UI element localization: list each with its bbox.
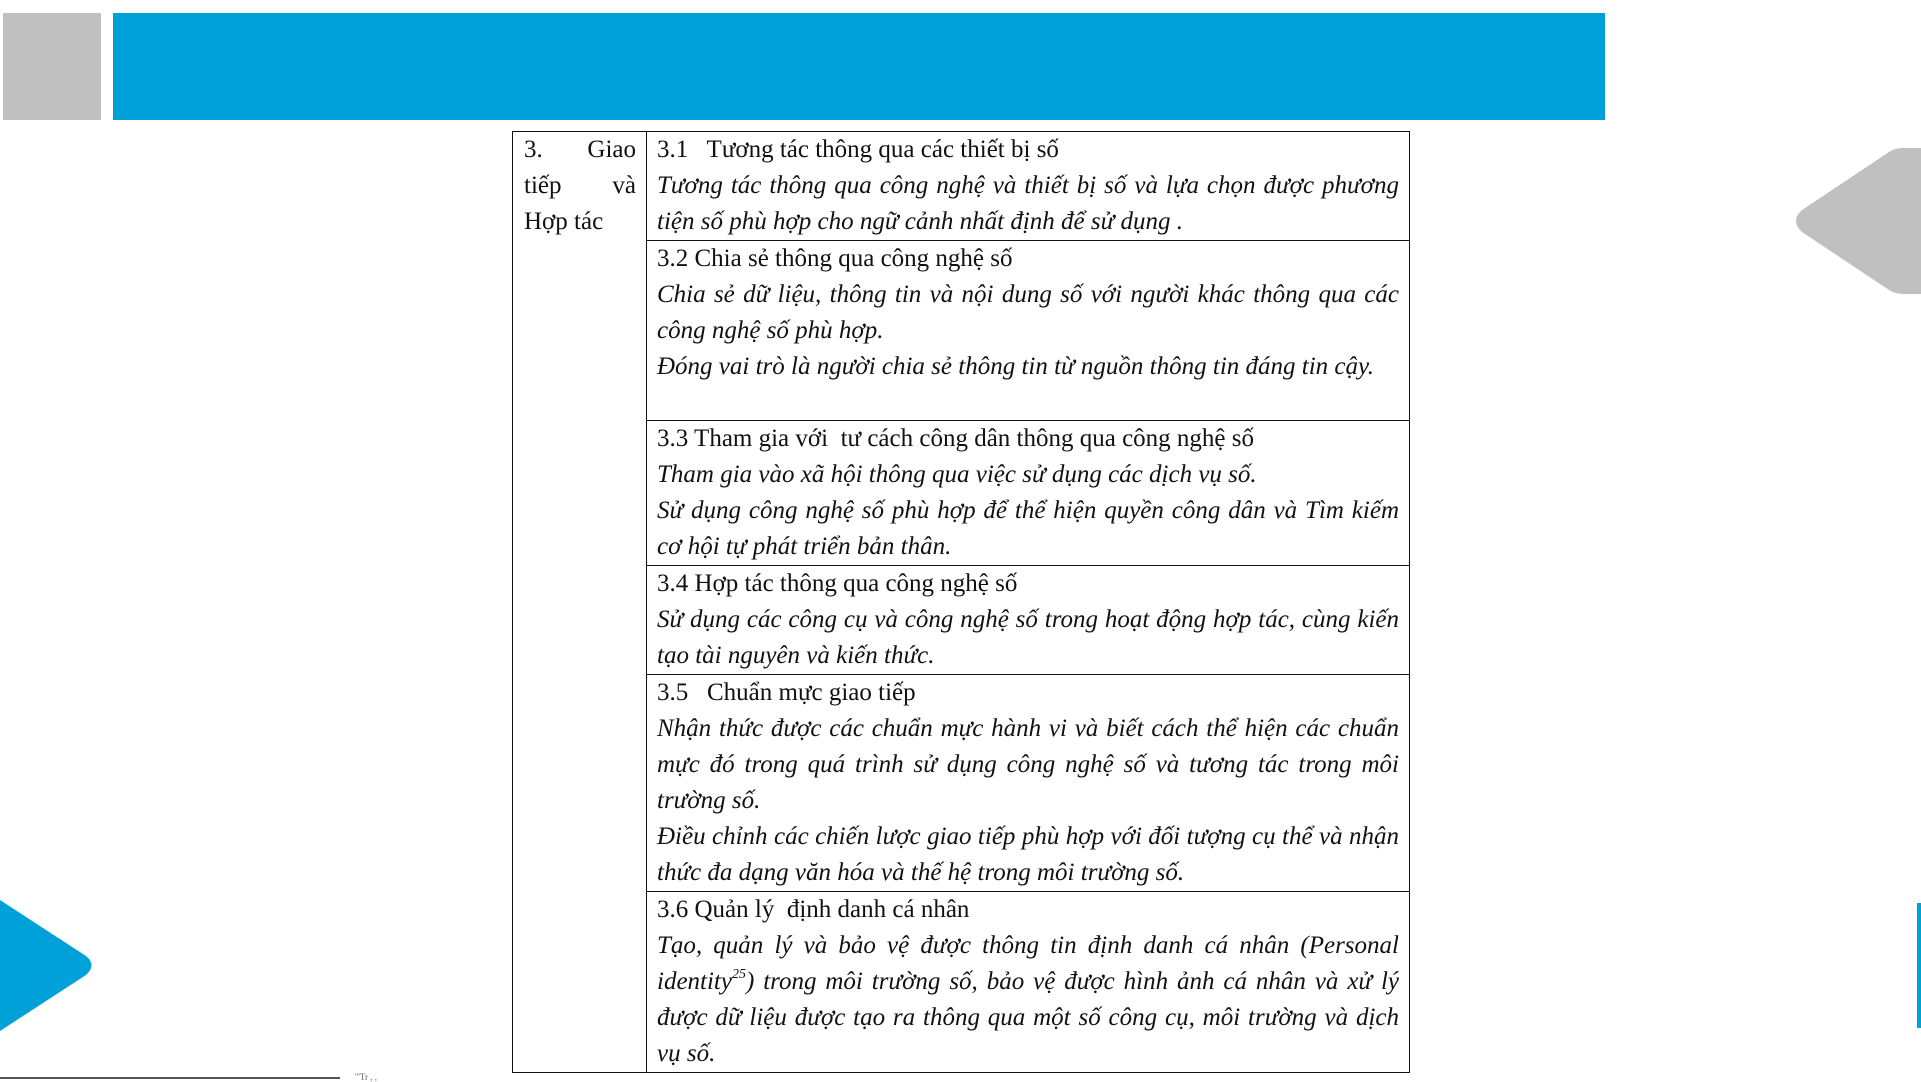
competency-title: 3.4 Hợp tác thông qua công nghệ số [657, 570, 1018, 597]
competency-cell [647, 241, 1410, 421]
paragraph-text: ) trong môi trường số, bảo vệ được hình ảnh cá nhân và xử lý được dữ liệu được tạo ra thông qua một số công cụ, môi trường và dịch vụ số. [657, 968, 1399, 1067]
category-line [524, 132, 636, 168]
category-label [513, 132, 646, 240]
competency-body [657, 277, 1399, 385]
footnote-reference[interactable]: 25 [731, 966, 746, 982]
right-edge-accent [1917, 903, 1921, 1028]
footnote-marks: '''Tr , , [355, 1072, 378, 1082]
competency-cell [647, 566, 1410, 675]
competency-title: 3.1 Tương tác thông qua các thiết bị số [657, 136, 1059, 163]
category-word: 3. [524, 136, 543, 163]
competency-cell [647, 675, 1410, 892]
table-row [513, 675, 1410, 892]
decorative-gray-block [3, 13, 101, 120]
competency-body [657, 602, 1399, 674]
competency-paragraph: Sử dụng công nghệ số phù hợp để thể hiện quyền công dân và Tìm kiếm cơ hội tự phát triển bản thân. [657, 497, 1399, 560]
category-line [524, 168, 636, 204]
next-slide-arrow-shape [0, 900, 92, 1031]
table-row [513, 892, 1410, 1073]
competency-cell [647, 892, 1410, 1073]
competency-paragraph [657, 928, 1399, 1072]
competency-body [657, 928, 1399, 1072]
header-bar [113, 13, 1605, 120]
competency-cell [647, 132, 1410, 241]
competency-title: 3.2 Chia sẻ thông qua công nghệ số [657, 245, 1013, 272]
previous-slide-arrow-icon[interactable] [1790, 148, 1921, 294]
competency-body [657, 711, 1399, 891]
competency-paragraph: Chia sẻ dữ liệu, thông tin và nội dung số với người khác thông qua các công nghệ số phù hợp. [657, 281, 1399, 344]
competency-paragraph: Nhận thức được các chuẩn mực hành vi và biết cách thể hiện các chuẩn mực đó trong quá trình sử dụng công nghệ số và tương tác trong môi trường số. [657, 715, 1399, 814]
table-row [513, 566, 1410, 675]
competency-paragraph: Tương tác thông qua công nghệ và thiết bị số và lựa chọn được phương tiện số phù hợp cho ngữ cảnh nhất định để sử dụng . [657, 172, 1399, 235]
competency-body [657, 168, 1399, 240]
paragraph-text: Tạo, quản lý và bảo vệ được thông tin định danh cá nhân (Personal identity [657, 932, 1399, 995]
category-word: tiếp [524, 172, 562, 199]
category-word: Giao [587, 136, 636, 163]
category-word: Hợp tác [524, 208, 604, 235]
competency-title: 3.5 Chuẩn mực giao tiếp [657, 679, 916, 706]
competency-paragraph: Sử dụng các công cụ và công nghệ số trong hoạt động hợp tác, cùng kiến tạo tài nguyên và kiến thức. [657, 606, 1399, 669]
category-cell [513, 132, 647, 1073]
competency-cell [647, 421, 1410, 566]
table-row [513, 241, 1410, 421]
competency-paragraph: Đóng vai trò là người chia sẻ thông tin từ nguồn thông tin đáng tin cậy. [657, 353, 1374, 380]
competency-body [657, 457, 1399, 565]
category-word: và [612, 172, 636, 199]
table-row [513, 421, 1410, 566]
competency-paragraph: Tham gia vào xã hội thông qua việc sử dụng các dịch vụ số. [657, 461, 1257, 488]
next-slide-arrow-icon[interactable] [0, 900, 97, 1031]
competency-title: 3.3 Tham gia với tư cách công dân thông qua công nghệ số [657, 425, 1255, 452]
table-row [513, 132, 1410, 241]
previous-slide-arrow-shape [1796, 148, 1921, 294]
footnote-separator [0, 1077, 340, 1079]
competency-table [512, 131, 1410, 1073]
competency-title: 3.6 Quản lý định danh cá nhân [657, 896, 970, 923]
competency-paragraph: Điều chỉnh các chiến lược giao tiếp phù hợp với đối tượng cụ thể và nhận thức đa dạng văn hóa và thế hệ trong môi trường số. [657, 823, 1399, 886]
